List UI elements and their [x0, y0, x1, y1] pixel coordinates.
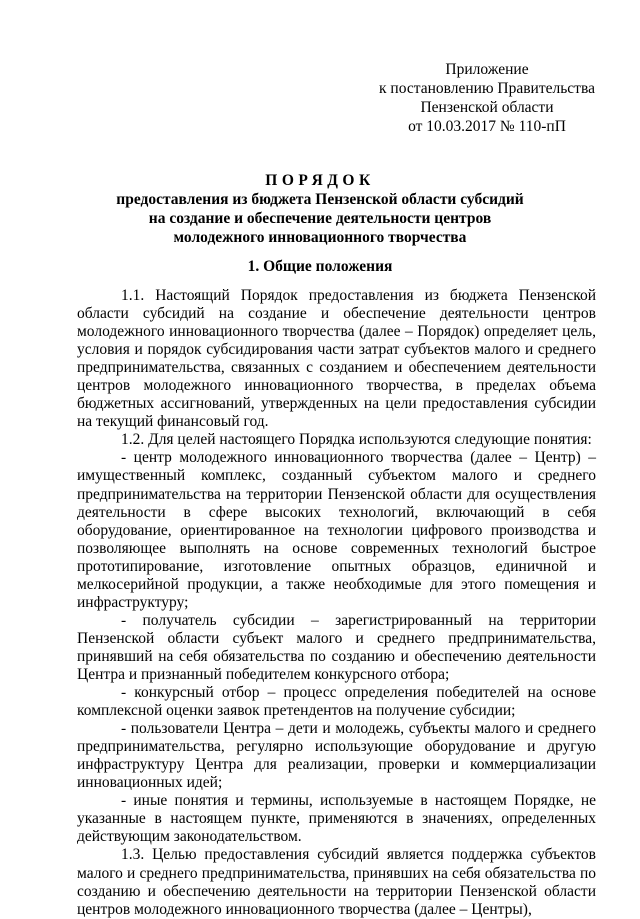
paragraph: 1.3. Целью предоставления субсидий является поддержка субъектов малого и среднего предпринимательства, принявших на себя обязательства по созданию и обеспечению деятельности на территории Пензенской области центров молодежного инновационного творчества (далее – Центры), — [77, 846, 596, 918]
title-heading: ПОРЯДОК — [265, 172, 375, 189]
paragraph: 1.2. Для целей настоящего Порядка используются следующие понятия: — [121, 431, 592, 449]
appendix-date-line: от 10.03.2017 № 110-пП — [408, 118, 566, 135]
paragraph: 1.1. Настоящий Порядок предоставления из бюджета Пензенской области субсидий на создание и обеспечение деятельности центров молодежного инновационного творчества (далее – Порядок) определяет цель, условия и порядок субсидирования части затрат субъектов малого и среднего предпринимательства, связанных с созданием и обеспечением деятельности центров молодежного инновационного творчества, в пределах объема бюджетных ассигнований, утвержденных на цели предоставления субсидии на текущий финансовый год. — [77, 287, 596, 431]
title-line: на создание и обеспечение деятельности центров — [148, 210, 492, 227]
appendix-line: Приложение — [445, 61, 529, 78]
document-body — [77, 287, 596, 919]
paragraph: - центр молодежного инновационного творчества (далее – Центр) – имущественный комплекс, созданный субъектом малого и среднего предпринимательства на территории Пензенской области для осуществления деятельности в сфере высоких технологий, включающий в себя оборудование, ориентированное на технологии цифрового производства и позволяющее выполнять на основе современных технологий быстрое прототипирование, изготовление опытных образцов, единичной и мелкосерийной продукции, а также необходимые для этого помещения и инфраструктуру; — [77, 449, 596, 611]
appendix-line: Пензенской области — [420, 99, 554, 116]
paragraph: - иные понятия и термины, используемые в настоящем Порядке, не указанные в настоящем пункте, применяются в значениях, определенных действующим законодательством. — [77, 792, 596, 846]
title-line: предоставления из бюджета Пензенской области субсидий — [116, 191, 524, 208]
paragraph: - получатель субсидии – зарегистрированный на территории Пензенской области субъект малого и среднего предпринимательства, принявший на себя обязательства по созданию и обеспечению деятельности Центра и признанный победителем конкурсного отбора; — [77, 611, 596, 683]
appendix-line: к постановлению Правительства — [379, 80, 595, 97]
title-line: молодежного инновационного творчества — [173, 229, 467, 246]
paragraph: - конкурсный отбор – процесс определения победителей на основе комплексной оценки заявок претендентов на получение субсидии; — [77, 684, 596, 720]
section-heading: 1. Общие положения — [247, 258, 393, 275]
appendix-block — [352, 60, 622, 136]
document-title — [60, 171, 580, 247]
paragraph: - пользователи Центра – дети и молодежь, субъекты малого и среднего предпринимательства, регулярно использующие оборудование и другую инфраструктуру Центра для реализации, проверки и коммерциализации инновационных идей; — [77, 720, 596, 792]
